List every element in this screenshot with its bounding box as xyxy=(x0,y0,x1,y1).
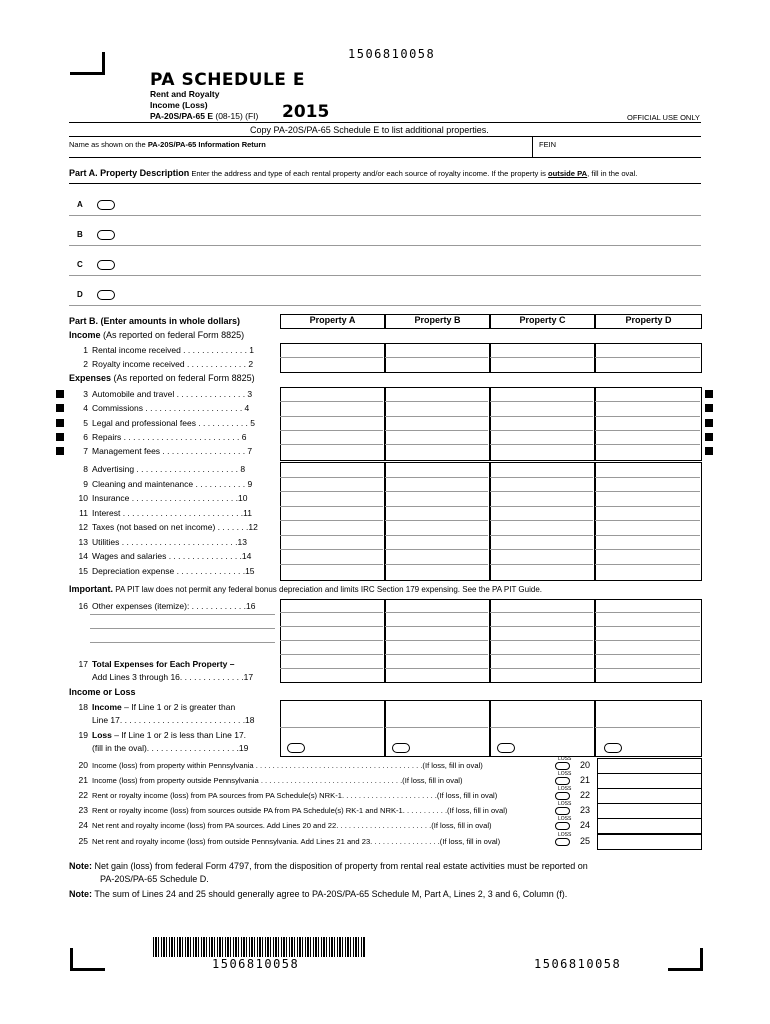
amount-cell-divider xyxy=(385,444,488,445)
loss-label: LOSS xyxy=(558,832,572,838)
note-1-text: Net gain (loss) from federal Form 4797, from the disposition of property from rental real estate activities must be reported on xyxy=(94,861,588,871)
amount-cell-divider xyxy=(490,549,593,550)
amount-cell-divider xyxy=(595,535,700,536)
line-25 xyxy=(69,836,500,846)
amount-field-25[interactable] xyxy=(597,834,702,850)
line-label: Taxes (not based on net income) . . . . . . .12 xyxy=(92,522,258,532)
form-subtitle-1: Rent and Royalty xyxy=(150,89,220,99)
form-year: 2015 xyxy=(282,102,330,122)
amount-cell-divider xyxy=(595,430,700,431)
amount-cell-divider xyxy=(280,668,383,669)
line-number-right: 22 xyxy=(580,790,591,800)
name-label xyxy=(69,140,266,149)
line-21 xyxy=(69,775,463,785)
line-10 xyxy=(69,493,247,503)
line-number: 2 xyxy=(83,359,88,369)
line-9 xyxy=(69,479,252,489)
line-label: Interest . . . . . . . . . . . . . . . . . . . . . . . . . .11 xyxy=(92,508,252,518)
col-header-d xyxy=(595,314,702,329)
fein-field[interactable] xyxy=(532,136,701,158)
line-number: 6 xyxy=(83,432,88,442)
loss-oval-21[interactable] xyxy=(555,777,570,785)
line-label: Automobile and travel . . . . . . . . . . . . . . . 3 xyxy=(92,389,253,399)
prop-label-b: B xyxy=(77,230,83,239)
line-4 xyxy=(69,403,249,413)
itemize-line[interactable] xyxy=(90,642,275,643)
loss-oval-22[interactable] xyxy=(555,792,570,800)
part-a-outside: outside PA xyxy=(548,169,588,178)
form-code-rest: (08-15) (FI) xyxy=(215,111,259,121)
amount-cell-divider xyxy=(490,654,593,655)
amount-cell-divider xyxy=(385,416,488,417)
line-number-right: 23 xyxy=(580,805,591,815)
line-label: Commissions . . . . . . . . . . . . . . . . . . . . . 4 xyxy=(92,403,250,413)
line-label: Advertising . . . . . . . . . . . . . . . . . . . . . . 8 xyxy=(92,464,246,474)
line-18-text-a: – If Line 1 or 2 is greater than xyxy=(121,702,236,712)
amount-cell-divider xyxy=(385,668,488,669)
line-23 xyxy=(69,805,507,815)
corner-mark-bottom-right xyxy=(668,948,703,971)
amount-cell-divider xyxy=(385,491,488,492)
line-19-bold: Loss xyxy=(92,730,112,740)
line-number: 15 xyxy=(78,566,88,576)
prop-line-b[interactable] xyxy=(69,245,701,246)
amount-cell-divider xyxy=(280,520,383,521)
amount-cell-divider xyxy=(280,477,383,478)
note-2-bold: Note: xyxy=(69,889,92,899)
loss-oval-23[interactable] xyxy=(555,807,570,815)
loss-label: LOSS xyxy=(558,786,572,792)
doc-id-bottom-left: 1506810058 xyxy=(212,957,300,971)
line-label: Repairs . . . . . . . . . . . . . . . . . . . . . . . . . 6 xyxy=(92,432,247,442)
marker-left-6 xyxy=(56,433,64,441)
amount-cell-divider xyxy=(490,430,593,431)
itemize-line[interactable] xyxy=(90,628,275,629)
part-a-text: Enter the address and type of each rental property and/or each source of royalty income. If the property is xyxy=(191,169,546,178)
line-5 xyxy=(69,418,255,428)
amount-cell-divider xyxy=(595,654,700,655)
amount-cell-divider xyxy=(280,612,383,613)
loss-oval-20[interactable] xyxy=(555,762,570,770)
marker-right-7 xyxy=(705,447,713,455)
amount-field-24[interactable] xyxy=(597,818,702,834)
note-2 xyxy=(69,889,567,899)
amount-cell-divider xyxy=(280,640,383,641)
col-header-b xyxy=(385,314,490,329)
amount-cell-divider xyxy=(595,491,700,492)
amount-cell-divider xyxy=(490,564,593,565)
corner-mark-bottom-left xyxy=(70,948,105,971)
line-number-right: 20 xyxy=(580,760,591,770)
official-use-label: OFFICIAL USE ONLY xyxy=(627,113,700,122)
line-1 xyxy=(69,345,254,355)
marker-right-3 xyxy=(705,390,713,398)
line-number: 13 xyxy=(78,537,88,547)
loss-oval-24[interactable] xyxy=(555,822,570,830)
corner-mark-top-left xyxy=(70,52,105,75)
amount-cell-divider xyxy=(385,654,488,655)
line-17-text-b: Add Lines 3 through 16. . . . . . . . . . . . . .17 xyxy=(92,672,254,682)
amount-block-1-1[interactable] xyxy=(385,387,490,461)
line-19: 19 Loss – If Line 1 or 2 is less than Line 17. xyxy=(78,730,247,740)
line-number: 21 xyxy=(78,775,88,785)
income-heading-bold: Income xyxy=(69,330,101,340)
amount-field-21[interactable] xyxy=(597,773,702,789)
line-label: Management fees . . . . . . . . . . . . . . . . . . 7 xyxy=(92,446,253,456)
doc-id-top: 1506810058 xyxy=(348,47,436,61)
amount-cell-divider xyxy=(595,668,700,669)
amount-cell-divider xyxy=(595,564,700,565)
amount-cell-divider xyxy=(280,444,383,445)
line-number: 23 xyxy=(78,805,88,815)
amount-cell-divider xyxy=(280,535,383,536)
marker-left-3 xyxy=(56,390,64,398)
line-18-bold: Income xyxy=(92,702,122,712)
line-number: 10 xyxy=(78,493,88,503)
part-a-text-post: , fill in the oval. xyxy=(587,169,638,178)
amount-block-0-3[interactable] xyxy=(595,343,702,373)
amount-block-0-0[interactable] xyxy=(280,343,385,373)
fein-label: FEIN xyxy=(539,140,557,149)
line-number: 24 xyxy=(78,820,88,830)
prop-label-d: D xyxy=(77,290,83,299)
loss-oval-19-c[interactable] xyxy=(497,743,515,753)
amount-block-0-1[interactable] xyxy=(385,343,490,373)
loss-oval-19-b[interactable] xyxy=(392,743,410,753)
amount-block-1-0[interactable] xyxy=(280,387,385,461)
amount-cell-divider xyxy=(385,549,488,550)
form-title: PA SCHEDULE E xyxy=(150,70,305,90)
line-label: Rent or royalty income (loss) from sources outside PA from PA Schedule(s) RK-1 and NRK-1. . . . . . . . . . .(If loss, fill in oval) xyxy=(92,806,508,815)
line-number-right: 21 xyxy=(580,775,591,785)
itemize-line[interactable] xyxy=(90,614,275,615)
line-16: 16 Other expenses (itemize): . . . . . . . . . . . .16 xyxy=(78,601,256,611)
amount-cell-divider xyxy=(280,401,383,402)
line-label: Cleaning and maintenance . . . . . . . . . . . 9 xyxy=(92,479,253,489)
line-number: 5 xyxy=(83,418,88,428)
header-rule xyxy=(69,122,701,123)
col-header-c xyxy=(490,314,595,329)
amount-block-1-3[interactable] xyxy=(595,387,702,461)
amount-cell-divider xyxy=(490,444,593,445)
marker-right-4 xyxy=(705,404,713,412)
amount-cell-divider xyxy=(280,491,383,492)
part-a-heading xyxy=(69,168,637,178)
name-label-pre: Name as shown on the xyxy=(69,140,146,149)
line-19-text-b: (fill in the oval). . . . . . . . . . . . . . . . . . . .19 xyxy=(92,743,249,753)
line-label: Income (loss) from property within Pennsylvania . . . . . . . . . . . . . . . . . . . . . . . . . . . . . . . . . . . . . . . .(If loss, fill in oval) xyxy=(92,761,483,770)
line-17: 17 Total Expenses for Each Property – xyxy=(78,659,235,669)
amount-cell-divider xyxy=(490,640,593,641)
marker-right-5 xyxy=(705,419,713,427)
amount-cell-divider xyxy=(385,612,488,613)
amount-cell-divider xyxy=(595,444,700,445)
col-header-b-label: Property B xyxy=(414,315,461,325)
line-number: 25 xyxy=(78,836,88,846)
amount-cell-divider xyxy=(490,668,593,669)
line-label: Rent or royalty income (loss) from PA sources from PA Schedule(s) NRK-1. . . . . . . . . . . . . . . . . . . . . . .(If loss, fill in oval) xyxy=(92,791,498,800)
important-note xyxy=(69,584,542,594)
line-number: 9 xyxy=(83,479,88,489)
loss-label: LOSS xyxy=(558,756,572,762)
line-label: Depreciation expense . . . . . . . . . . . . . . .15 xyxy=(92,566,255,576)
amount-cell-divider xyxy=(385,520,488,521)
amount-cell-divider xyxy=(490,491,593,492)
line-number-right: 24 xyxy=(580,820,591,830)
amount-cell-divider xyxy=(595,612,700,613)
line-24 xyxy=(69,820,492,830)
amount-cell-divider xyxy=(595,477,700,478)
part-a-rule xyxy=(69,183,701,184)
amount-cell-divider xyxy=(595,520,700,521)
line-label: Legal and professional fees . . . . . . . . . . . 5 xyxy=(92,418,256,428)
line-12 xyxy=(69,522,258,532)
line-13 xyxy=(69,537,247,547)
amount-cell-divider xyxy=(280,727,383,728)
line-number: 7 xyxy=(83,446,88,456)
amount-field-22[interactable] xyxy=(597,788,702,804)
line-17-text-a: Total Expenses for Each Property – xyxy=(92,659,235,669)
line-number: 8 xyxy=(83,464,88,474)
amount-cell-divider xyxy=(490,535,593,536)
line-19b xyxy=(69,743,248,753)
amount-cell-divider xyxy=(385,477,488,478)
amount-cell-divider xyxy=(385,626,488,627)
amount-cell-divider xyxy=(490,477,593,478)
marker-right-6 xyxy=(705,433,713,441)
amount-cell-divider xyxy=(595,626,700,627)
loss-oval-25[interactable] xyxy=(555,838,570,846)
amount-field-23[interactable] xyxy=(597,803,702,819)
line-6 xyxy=(69,432,246,442)
expenses-heading-sub: (As reported on federal Form 8825) xyxy=(113,373,255,383)
amount-cell-divider xyxy=(280,506,383,507)
amount-cell-divider xyxy=(385,564,488,565)
amount-block-1-2[interactable] xyxy=(490,387,595,461)
line-label: Utilities . . . . . . . . . . . . . . . . . . . . . . . . .13 xyxy=(92,537,247,547)
line-label: Net rent and royalty income (loss) from outside Pennsylvania. Add Lines 21 and 23. . . . . . . . . . . . . . . . .(If loss, fill in oval) xyxy=(92,837,501,846)
amount-cell-divider xyxy=(385,535,488,536)
doc-id-bottom-right: 1506810058 xyxy=(534,957,622,971)
income-heading-sub: (As reported on federal Form 8825) xyxy=(103,330,245,340)
line-label: Net rent and royalty income (loss) from PA sources. Add Lines 20 and 22. . . . . . . . . . . . . . . . . . . . . . .(If loss, fill in oval) xyxy=(92,821,492,830)
col-header-a xyxy=(280,314,385,329)
amount-cell-divider xyxy=(595,727,700,728)
line-18-text-b: Line 17. . . . . . . . . . . . . . . . . . . . . . . . . . .18 xyxy=(92,715,255,725)
prop-label-a: A xyxy=(77,200,83,209)
amount-cell-divider xyxy=(595,640,700,641)
loss-label: LOSS xyxy=(558,816,572,822)
line-3 xyxy=(69,389,252,399)
line-20 xyxy=(69,760,483,770)
line-label: Wages and salaries . . . . . . . . . . . . . . . .14 xyxy=(92,551,252,561)
amount-cell-divider xyxy=(490,401,593,402)
line-19-text-a: – If Line 1 or 2 is less than Line 17. xyxy=(111,730,247,740)
amount-cell-divider xyxy=(385,506,488,507)
line-number: 22 xyxy=(78,790,88,800)
col-header-c-label: Property C xyxy=(519,315,566,325)
amount-cell-divider xyxy=(385,640,488,641)
amount-cell-divider xyxy=(385,357,488,358)
form-code xyxy=(150,111,258,121)
amount-cell-divider xyxy=(490,626,593,627)
marker-left-5 xyxy=(56,419,64,427)
income-or-loss-heading: Income or Loss xyxy=(69,687,136,697)
line-label: Income (loss) from property outside Pennsylvania . . . . . . . . . . . . . . . . . . . . . . . . . . . . . . . . . .(If loss, fill in oval) xyxy=(92,776,463,785)
amount-cell-divider xyxy=(490,357,593,358)
line-number: 14 xyxy=(78,551,88,561)
amount-cell-divider xyxy=(490,520,593,521)
marker-left-4 xyxy=(56,404,64,412)
line-label: Rental income received . . . . . . . . . . . . . . 1 xyxy=(92,345,255,355)
loss-oval-19-a[interactable] xyxy=(287,743,305,753)
amount-cell-divider xyxy=(385,430,488,431)
line-17b xyxy=(69,672,253,682)
note-2-text: The sum of Lines 24 and 25 should generally agree to PA-20S/PA-65 Schedule M, Part A, Lines 2, 3 and 6, Column (f). xyxy=(94,889,568,899)
line-number: 1 xyxy=(83,345,88,355)
prop-line-c[interactable] xyxy=(69,275,701,276)
line-number: 20 xyxy=(78,760,88,770)
line-number: 11 xyxy=(79,508,88,518)
name-label-bold: PA-20S/PA-65 Information Return xyxy=(147,140,266,149)
income-heading xyxy=(69,330,244,340)
amount-cell-divider xyxy=(595,416,700,417)
amount-cell-divider xyxy=(280,549,383,550)
line-number-right: 25 xyxy=(580,836,591,846)
form-subtitle-2: Income (Loss) xyxy=(150,100,208,110)
line-number: 12 xyxy=(78,522,88,532)
amount-cell-divider xyxy=(385,727,488,728)
amount-cell-divider xyxy=(280,357,383,358)
prop-line-d[interactable] xyxy=(69,305,701,306)
line-7 xyxy=(69,446,252,456)
line-label: Insurance . . . . . . . . . . . . . . . . . . . . . . .10 xyxy=(92,493,248,503)
amount-cell-divider xyxy=(280,626,383,627)
note-1-bold: Note: xyxy=(69,861,92,871)
line-2 xyxy=(69,359,253,369)
line-16-text: Other expenses (itemize): . . . . . . . . . . . .16 xyxy=(92,601,256,611)
outside-pa-oval-b[interactable] xyxy=(97,230,115,240)
amount-cell-divider xyxy=(595,549,700,550)
barcode xyxy=(153,937,365,957)
amount-cell-divider xyxy=(280,654,383,655)
copy-note: Copy PA-20S/PA-65 Schedule E to list additional properties. xyxy=(250,125,489,135)
part-a-title: Part A. Property Description xyxy=(69,168,190,178)
outside-pa-oval-a[interactable] xyxy=(97,200,115,210)
line-18b xyxy=(69,715,255,725)
amount-cell-divider xyxy=(280,416,383,417)
amount-field-20[interactable] xyxy=(597,758,702,774)
amount-cell-divider xyxy=(490,416,593,417)
amount-cell-divider xyxy=(280,430,383,431)
important-bold: Important. xyxy=(69,584,113,594)
amount-cell-divider xyxy=(595,401,700,402)
note-1 xyxy=(69,861,588,871)
form-code-bold: PA-20S/PA-65 E xyxy=(150,111,213,121)
line-number: 4 xyxy=(83,403,88,413)
line-label: Royalty income received . . . . . . . . . . . . . 2 xyxy=(92,359,254,369)
loss-label: LOSS xyxy=(558,801,572,807)
amount-cell-divider xyxy=(595,357,700,358)
outside-pa-oval-c[interactable] xyxy=(97,260,115,270)
important-text: PA PIT law does not permit any federal bonus depreciation and limits IRC Section 179 expensing. See the PA PIT Guide. xyxy=(115,585,542,594)
expenses-heading-bold: Expenses xyxy=(69,373,112,383)
amount-cell-divider xyxy=(490,727,593,728)
line-15 xyxy=(69,566,255,576)
prop-line-a[interactable] xyxy=(69,215,701,216)
line-22 xyxy=(69,790,497,800)
amount-cell-divider xyxy=(490,612,593,613)
line-14 xyxy=(69,551,251,561)
amount-cell-divider xyxy=(490,506,593,507)
note-1b: PA-20S/PA-65 Schedule D. xyxy=(100,874,209,884)
line-8 xyxy=(69,464,245,474)
loss-oval-19-d[interactable] xyxy=(604,743,622,753)
loss-label: LOSS xyxy=(558,771,572,777)
prop-label-c: C xyxy=(77,260,83,269)
line-number: 3 xyxy=(83,389,88,399)
part-b-title: Part B. (Enter amounts in whole dollars) xyxy=(69,316,241,326)
line-18: 18 Income – If Line 1 or 2 is greater than xyxy=(78,702,236,712)
line-11 xyxy=(69,508,252,518)
expenses-heading xyxy=(69,373,255,383)
marker-left-7 xyxy=(56,447,64,455)
amount-cell-divider xyxy=(280,564,383,565)
col-header-d-label: Property D xyxy=(625,315,672,325)
col-header-a-label: Property A xyxy=(309,315,356,325)
amount-block-0-2[interactable] xyxy=(490,343,595,373)
amount-cell-divider xyxy=(595,506,700,507)
amount-cell-divider xyxy=(385,401,488,402)
outside-pa-oval-d[interactable] xyxy=(97,290,115,300)
